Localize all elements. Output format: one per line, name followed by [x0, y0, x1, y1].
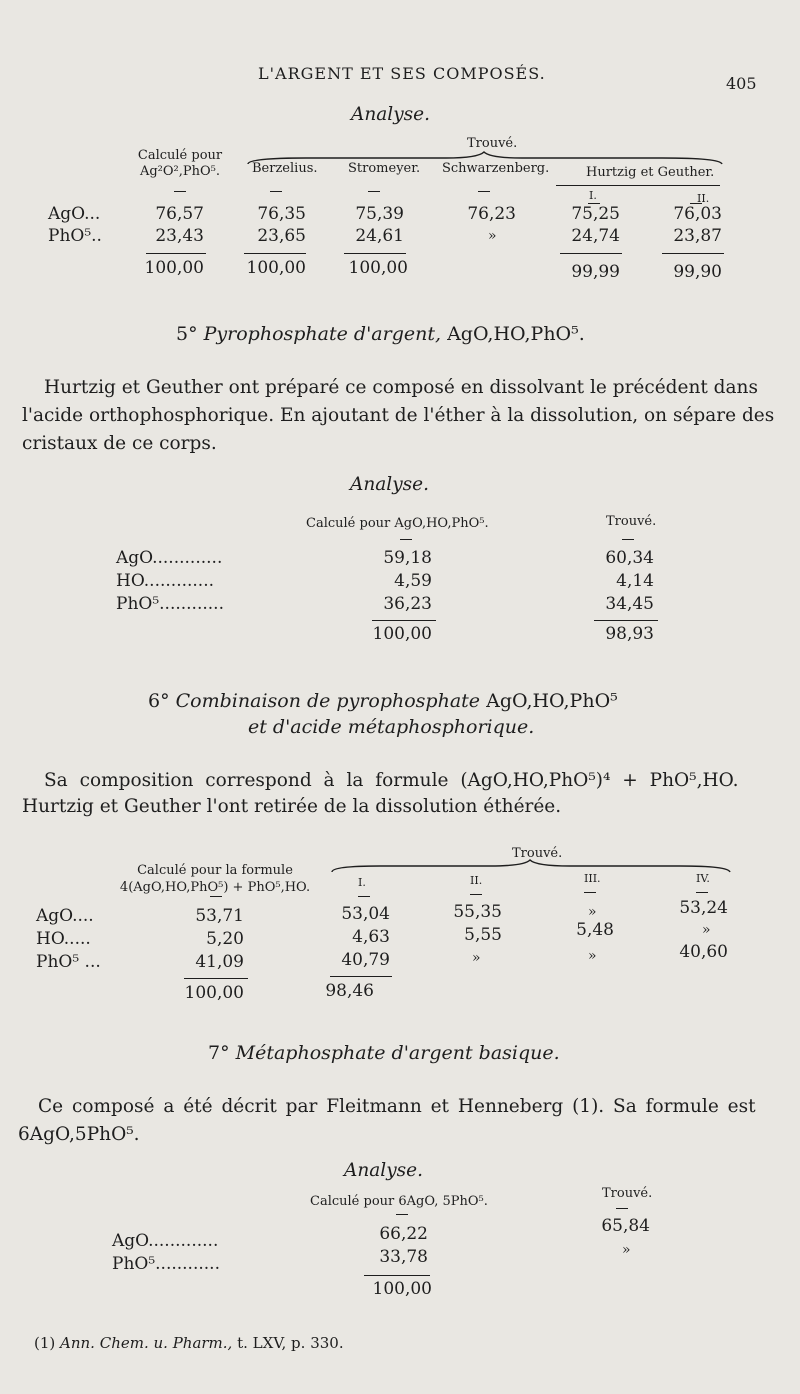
- dash: [174, 191, 186, 192]
- section5-line3: cristaux de ce corps.: [22, 433, 217, 454]
- dash: [368, 191, 380, 192]
- table1-title: Analyse.: [351, 104, 430, 125]
- table4-trouve: Trouvé.: [602, 1186, 653, 1201]
- total-rule: [146, 253, 206, 254]
- table2-row-label: AgO.............: [116, 548, 223, 568]
- table3-col: IV.: [696, 872, 710, 885]
- table2-calc: 59,18: [383, 548, 432, 568]
- table3-cell: 5,55: [464, 925, 502, 945]
- table1-trouve: Trouvé.: [467, 136, 518, 151]
- heading-number: 6°: [148, 690, 170, 712]
- heading-formula: AgO,HO,PhO⁵: [486, 690, 618, 712]
- total-rule: [372, 620, 436, 621]
- footnote-reference: t. LXV, p. 330.: [237, 1334, 344, 1352]
- table4-row-label: AgO.............: [112, 1231, 219, 1251]
- section6-line2: Hurtzig et Geuther l'ont retirée de la dissolution éthérée.: [22, 796, 562, 817]
- table1-cell: 24,74: [571, 226, 620, 246]
- table1-calc-header: [130, 148, 230, 180]
- table3-cell: 4,63: [352, 927, 390, 947]
- table1-cell: 75,39: [355, 204, 404, 224]
- dash: [358, 896, 370, 897]
- table1-total: 100,00: [144, 258, 204, 278]
- table1-cell: 23,43: [155, 226, 204, 246]
- table3-cell: 40,60: [679, 942, 728, 962]
- total-rule: [662, 253, 724, 254]
- table2-total-found: 98,93: [605, 624, 654, 644]
- table1-cell: 75,25: [571, 204, 620, 224]
- table2-total-calc: 100,00: [372, 624, 432, 644]
- table3-cell: 40,79: [341, 950, 390, 970]
- dash: [584, 892, 596, 893]
- section6-heading-line1: [148, 690, 618, 712]
- heading-number: 5°: [176, 323, 198, 345]
- section7-line1: Ce composé a été décrit par Fleitmann et Henneberg (1). Sa formule est: [38, 1096, 756, 1117]
- table3-col: I.: [358, 876, 366, 889]
- table1-row-label: AgO...: [48, 204, 101, 224]
- table3-cell: 53,24: [679, 898, 728, 918]
- page-number: 405: [726, 74, 757, 93]
- dash: [396, 1214, 408, 1215]
- table1-total: 100,00: [246, 258, 306, 278]
- table3-cell: 5,20: [206, 929, 244, 949]
- calc-header-line2: 4(AgO,HO,PhO⁵) + PhO⁵,HO.: [119, 880, 311, 895]
- running-title: L'ARGENT ET SES COMPOSÉS.: [258, 64, 546, 83]
- table3-total-found: 98,46: [325, 981, 374, 1001]
- table1-cell: 23,87: [673, 226, 722, 246]
- table3-col: II.: [470, 874, 483, 887]
- total-rule: [364, 1275, 430, 1276]
- calc-header-line2: Ag²O²,PhO⁵.: [139, 164, 221, 179]
- table1-row-label: PhO⁵..: [48, 226, 102, 246]
- section7-heading: [208, 1042, 560, 1064]
- table1-total: 100,00: [348, 258, 408, 278]
- table4-calc: 33,78: [379, 1247, 428, 1267]
- table2-calc-header: Calculé pour AgO,HO,PhO⁵.: [306, 516, 489, 531]
- table3-cell: »: [588, 948, 597, 964]
- table3-trouve-brace: [330, 858, 732, 874]
- table2-calc: 4,59: [394, 571, 432, 591]
- table3-row-label: PhO⁵ ...: [36, 952, 101, 972]
- footnote: [34, 1334, 344, 1352]
- table1-cell: 76,03: [673, 204, 722, 224]
- author-berzelius: Berzelius.: [252, 161, 318, 176]
- heading-italic: Pyrophosphate d'argent,: [203, 323, 442, 345]
- table3-row-label: HO.....: [36, 929, 91, 949]
- table3-cell: 55,35: [453, 902, 502, 922]
- table3-calc-header: [110, 862, 320, 896]
- table3-row-label: AgO....: [36, 906, 94, 926]
- section5-heading: [176, 323, 585, 345]
- subcol-2: II.: [697, 192, 710, 205]
- table2-title: Analyse.: [350, 474, 429, 495]
- heading-number: 7°: [208, 1042, 230, 1064]
- table1-cell: »: [488, 228, 497, 244]
- section5-line1: Hurtzig et Geuther ont préparé ce composé en dissolvant le précédent dans: [44, 377, 758, 398]
- table4-calc: 66,22: [379, 1224, 428, 1244]
- table2-found: 60,34: [605, 548, 654, 568]
- table2-calc: 36,23: [383, 594, 432, 614]
- total-rule: [330, 976, 392, 977]
- dash: [470, 894, 482, 895]
- heading-formula: AgO,HO,PhO⁵.: [447, 323, 585, 345]
- table1-cell: 24,61: [355, 226, 404, 246]
- table3-trouve: Trouvé.: [512, 846, 563, 861]
- dash: [696, 892, 708, 893]
- table2-row-label: PhO⁵............: [116, 594, 224, 614]
- table3-cell: »: [588, 904, 597, 920]
- table1-total: 99,99: [571, 262, 620, 282]
- section6-heading-line2: et d'acide métaphosphorique.: [248, 716, 535, 738]
- table4-total-calc: 100,00: [372, 1279, 432, 1299]
- author-stromeyer: Stromeyer.: [348, 161, 421, 176]
- heading-italic: Combinaison de pyrophosphate: [175, 690, 481, 712]
- footnote-marker: (1): [34, 1334, 56, 1352]
- total-rule: [344, 253, 406, 254]
- calc-header-line1: Calculé pour la formule: [137, 863, 293, 878]
- dash: [210, 896, 222, 897]
- footnote-journal: Ann. Chem. u. Pharm.,: [60, 1334, 233, 1352]
- total-rule: [184, 978, 248, 979]
- heading-italic: Métaphosphate d'argent basique.: [235, 1042, 560, 1064]
- table4-calc-header: Calculé pour 6AgO, 5PhO⁵.: [310, 1194, 488, 1209]
- section5-line2: l'acide orthophosphorique. En ajoutant de l'éther à la dissolution, on sépare des: [22, 405, 775, 426]
- table3-cell: 41,09: [195, 952, 244, 972]
- table4-row-label: PhO⁵............: [112, 1254, 220, 1274]
- table1-cell: 76,57: [155, 204, 204, 224]
- total-rule: [560, 253, 622, 254]
- total-rule: [594, 620, 658, 621]
- table3-cell: »: [472, 950, 481, 966]
- calc-header-line1: Calculé pour: [137, 148, 223, 163]
- table2-found: 4,14: [616, 571, 654, 591]
- table1-cell: 23,65: [257, 226, 306, 246]
- author-hurtzig-geuther: Hurtzig et Geuther.: [586, 165, 715, 180]
- dash: [616, 1208, 628, 1209]
- table2-found: 34,45: [605, 594, 654, 614]
- dash: [622, 539, 634, 540]
- table1-total: 99,90: [673, 262, 722, 282]
- table4-found: 65,84: [601, 1216, 650, 1236]
- table2-row-label: HO.............: [116, 571, 215, 591]
- section6-line1: Sa composition correspond à la formule (AgO,HO,PhO⁵)⁴ + PhO⁵,HO.: [44, 770, 739, 791]
- subcol-1: I.: [589, 189, 597, 202]
- dash: [400, 539, 412, 540]
- section7-line2: 6AgO,5PhO⁵.: [18, 1124, 140, 1145]
- author-schwarzenberg: Schwarzenberg.: [442, 161, 550, 176]
- table3-col: III.: [584, 872, 601, 885]
- dash: [270, 191, 282, 192]
- table3-cell: 53,04: [341, 904, 390, 924]
- hurtzig-underline: [556, 185, 720, 186]
- table3-cell: 5,48: [576, 920, 614, 940]
- table1-cell: 76,35: [257, 204, 306, 224]
- table2-trouve: Trouvé.: [606, 514, 657, 529]
- table4-found: »: [622, 1242, 631, 1258]
- table3-cell: 53,71: [195, 906, 244, 926]
- table4-title: Analyse.: [344, 1160, 423, 1181]
- table3-cell: »: [702, 922, 711, 938]
- dash: [478, 191, 490, 192]
- table3-total-calc: 100,00: [184, 983, 244, 1003]
- total-rule: [244, 253, 306, 254]
- table1-cell: 76,23: [467, 204, 516, 224]
